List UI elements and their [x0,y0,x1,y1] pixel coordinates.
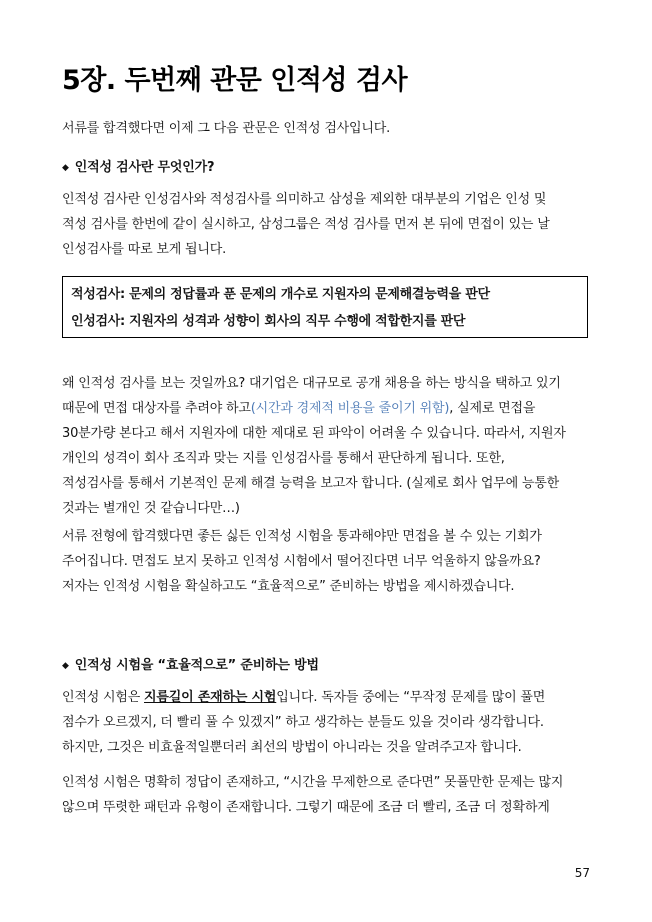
paragraph-line: 것과는 별개인 것 같습니다만…) [62,501,240,516]
paragraph-line [62,685,592,710]
personality-definition: 인성검사: 지원자의 성격과 성향이 회사의 직무 수행에 적합한지를 판단 [71,314,466,329]
definition-paragraph [62,187,592,262]
paragraph-line: 인적성 시험은 명확히 정답이 존재하고, “시간을 무제한으로 준다면” 못풀만한 문제는 많지 [62,775,564,790]
diamond-bullet-icon: ◆ [62,163,69,173]
paragraph-line: 주어집니다. 면접도 보지 못하고 인적성 시험에서 떨어진다면 너무 억울하지 않을까요? [62,554,541,569]
line-text: 때문에 면접 대상자를 추려야 하고 [62,401,251,416]
paragraph-line [62,396,592,421]
paragraph-line: 개인의 성격이 회사 조직과 맞는 지를 인성검사를 통해서 판단하게 됩니다. 또한, [62,451,505,466]
paragraph-line: 적성검사를 통해서 기본적인 문제 해결 능력을 보고자 합니다. (실제로 회사 업무에 능통한 [62,476,559,491]
paragraph-line: 적성 검사를 한번에 같이 실시하고, 삼성그룹은 적성 검사를 먼저 본 뒤에 면접이 있는 날 [62,217,550,232]
paragraph-line: 않으며 뚜렷한 패턴과 유형이 존재합니다. 그렇기 때문에 조금 더 빨리, 조금 더 정확하게 [62,800,550,815]
highlighted-text: (시간과 경제적 비용을 줄이기 위함) [250,401,450,416]
chapter-title: 5장. 두번째 관문 인적성 검사 [62,65,408,96]
shortcut-paragraph [62,685,592,760]
paragraph-line: 점수가 오르겠지, 더 빨리 풀 수 있겠지” 하고 생각하는 분들도 있을 것이라 생각합니다. [62,715,544,730]
section-heading-text: 인적성 시험을 “효율적으로” 준비하는 방법 [74,658,319,673]
intro-text: 서류를 합격했다면 이제 그 다음 관문은 인적성 검사입니다. [62,121,391,136]
page-number: 57 [574,866,590,880]
line-text: , 실제로 면접을 [449,401,536,416]
line-text: 인적성 시험은 [62,690,145,705]
section-heading-text: 인적성 검사란 무엇인가? [74,160,215,175]
definition-box [62,276,588,338]
paragraph-line: 저자는 인적성 시험을 확실하고도 “효율적으로” 준비하는 방법을 제시하겠습니다. [62,579,515,594]
intro-paragraph [62,116,592,141]
paragraph-line: 왜 인적성 검사를 보는 것일까요? 대기업은 대규모로 공개 채용을 하는 방식을 택하고 있기 [62,376,561,391]
paragraph-line: 서류 전형에 합격했다면 좋든 싫든 인적성 시험을 통과해야만 면접을 볼 수 있는 기회가 [62,529,542,544]
pass-paragraph [62,524,592,599]
section-heading-efficient [62,654,319,673]
line-text: 입니다. 독자들 중에는 “무작정 문제를 많이 풀면 [276,690,546,705]
diamond-bullet-icon: ◆ [62,661,69,671]
why-paragraph [62,371,592,521]
section-heading-what-is [62,156,214,175]
pattern-paragraph [62,770,592,820]
paragraph-line: 인적성 검사란 인성검사와 적성검사를 의미하고 삼성을 제외한 대부분의 기업은 인성 및 [62,192,547,207]
aptitude-definition: 적성검사: 문제의 정답률과 푼 문제의 개수로 지원자의 문제해결능력을 판단 [71,287,490,302]
paragraph-line: 하지만, 그것은 비효율적일뿐더러 최선의 방법이 아니라는 것을 알려주고자 합니다. [62,740,522,755]
underlined-emphasis: 지름길이 존재하는 시험 [144,690,277,705]
paragraph-line: 30분가량 본다고 해서 지원자에 대한 제대로 된 파악이 어려울 수 있습니다. 따라서, 지원자 [62,426,566,441]
paragraph-line: 인성검사를 따로 보게 됩니다. [62,242,227,257]
